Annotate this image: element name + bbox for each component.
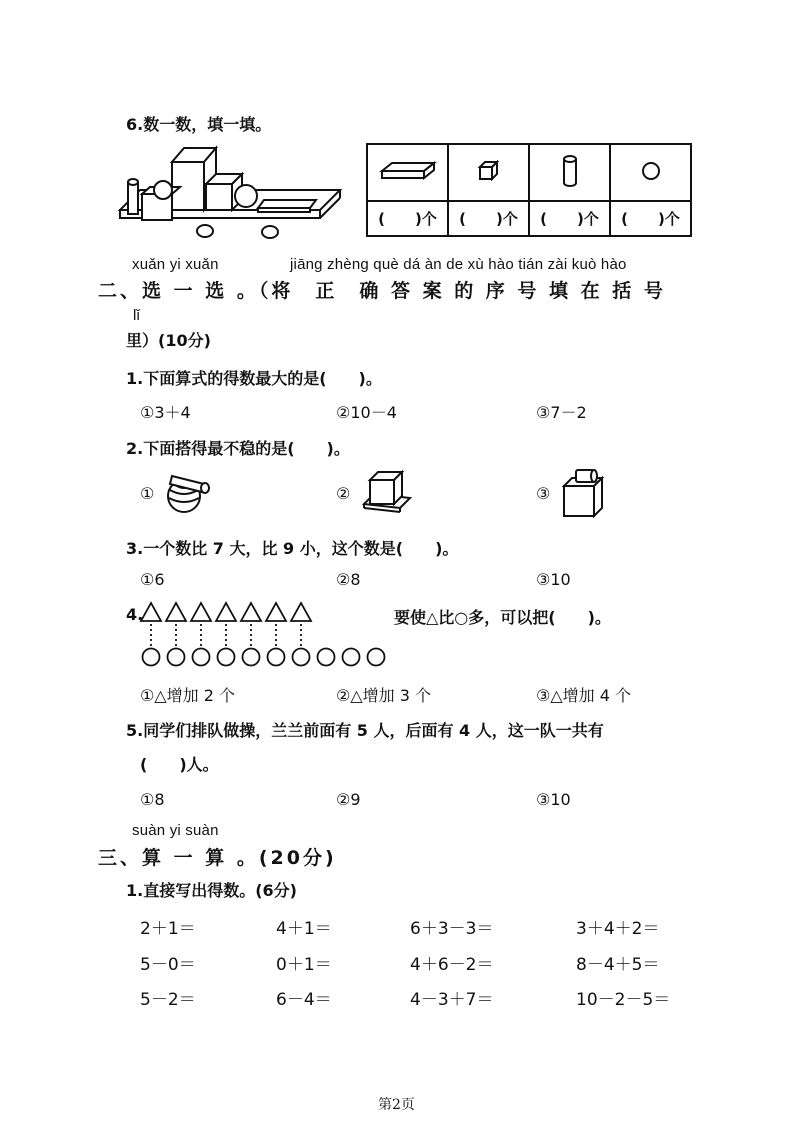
calc-r1-c1[interactable]: 2＋1＝	[140, 919, 196, 939]
calc-r2-c4[interactable]: 8－4＋5＝	[576, 955, 660, 975]
count-blank-prism[interactable]: ( )个	[367, 201, 448, 236]
cylinder-icon	[562, 154, 578, 188]
section2-pinyin-a: xuǎn yi xuǎn	[132, 256, 219, 273]
ball-with-cylinder-icon	[164, 466, 214, 516]
s2-q2-option-2[interactable]: ②	[336, 484, 351, 503]
s2-q3-option-3[interactable]: ③10	[536, 570, 571, 589]
s2-q3-option-2[interactable]: ②8	[336, 570, 361, 589]
calc-r3-c4[interactable]: 10－2－5＝	[576, 990, 671, 1010]
s2-q1-option-1[interactable]: ①3＋4	[140, 403, 191, 422]
s2-q3-text: 3.一个数比 7 大，比 9 小，这个数是( )。	[126, 539, 459, 558]
s2-q5-text: 5.同学们排队做操，兰兰前面有 5 人，后面有 4 人，这一队一共有	[126, 721, 604, 740]
s2-q5-text-cont: ( )人。	[140, 755, 219, 774]
s2-q4-option-3[interactable]: ③△增加 4 个	[536, 686, 632, 705]
calc-r1-c3[interactable]: 6＋3－3＝	[410, 919, 494, 939]
s2-q1-option-3[interactable]: ③7－2	[536, 403, 587, 422]
s2-q5-option-2[interactable]: ②9	[336, 790, 361, 809]
count-blank-sphere[interactable]: ( )个	[610, 201, 691, 236]
circle-icon	[168, 649, 185, 666]
rectangular-prism-icon	[380, 161, 436, 181]
cube-with-cylinder-on-top-icon	[558, 466, 606, 518]
count-cell-cube	[448, 144, 529, 201]
q6-title: 6.数一数，填一填。	[126, 115, 272, 134]
triangle-icon	[266, 603, 286, 621]
section3-pinyin: suàn yi suàn	[132, 822, 219, 839]
circle-icon	[218, 649, 235, 666]
s2-q4-number: 4.	[126, 605, 144, 624]
triangle-icon	[291, 603, 311, 621]
calc-r3-c1[interactable]: 5－2＝	[140, 990, 196, 1010]
circle-icon	[268, 649, 285, 666]
cube-icon	[478, 160, 500, 182]
triangle-icon	[216, 603, 236, 621]
count-blank-cube[interactable]: ( )个	[448, 201, 529, 236]
sphere-icon	[640, 160, 662, 182]
section2-heading: 二、选 一 选 。（将 正 确 答 案 的 序 号 填 在 括 号	[98, 280, 666, 302]
triangle-icon	[141, 603, 161, 621]
calc-r2-c2[interactable]: 0＋1＝	[276, 955, 332, 975]
section2-pinyin-b: jiāng zhèng què dá àn de xù hào tián zài kuò hào	[290, 256, 627, 273]
calc-r2-c3[interactable]: 4＋6－2＝	[410, 955, 494, 975]
block-stack-illustration	[120, 140, 350, 245]
circle-icon	[368, 649, 385, 666]
page-number: 第2页	[378, 1097, 415, 1113]
calc-r3-c2[interactable]: 6－4＝	[276, 990, 332, 1010]
triangle-icon	[241, 603, 261, 621]
count-table	[366, 143, 692, 237]
circle-icon	[143, 649, 160, 666]
s2-q1-option-2[interactable]: ②10－4	[336, 403, 397, 422]
calc-r1-c2[interactable]: 4＋1＝	[276, 919, 332, 939]
circle-icon	[193, 649, 210, 666]
s3-sub-title: 1.直接写出得数。(6分)	[126, 881, 297, 900]
calc-r1-c4[interactable]: 3＋4＋2＝	[576, 919, 660, 939]
calc-r3-c3[interactable]: 4－3＋7＝	[410, 990, 494, 1010]
section2-heading-cont: 里）(10分)	[126, 331, 211, 350]
section2-pinyin-c: lǐ	[133, 307, 141, 324]
circle-icon	[293, 649, 310, 666]
s2-q2-option-3[interactable]: ③	[536, 484, 551, 503]
s2-q5-option-3[interactable]: ③10	[536, 790, 571, 809]
s2-q3-option-1[interactable]: ①6	[140, 570, 165, 589]
s2-q4-option-2[interactable]: ②△增加 3 个	[336, 686, 432, 705]
section3-heading: 三、算 一 算 。(20分)	[98, 847, 337, 869]
count-cell-prism	[367, 144, 448, 201]
circle-icon	[343, 649, 360, 666]
triangle-icon	[166, 603, 186, 621]
count-blank-cylinder[interactable]: ( )个	[529, 201, 610, 236]
circle-icon	[318, 649, 335, 666]
s2-q4-text: 要使△比○多，可以把( )。	[394, 608, 611, 627]
count-cell-cylinder	[529, 144, 610, 201]
triangle-icon	[191, 603, 211, 621]
circle-icon	[243, 649, 260, 666]
s2-q4-option-1[interactable]: ①△增加 2 个	[140, 686, 236, 705]
cube-on-plate-icon	[360, 468, 412, 516]
triangles-and-circles-figure	[140, 600, 390, 670]
calc-r2-c1[interactable]: 5－0＝	[140, 955, 196, 975]
s2-q2-option-1[interactable]: ①	[140, 484, 155, 503]
s2-q2-text: 2.下面搭得最不稳的是( )。	[126, 439, 350, 458]
s2-q5-option-1[interactable]: ①8	[140, 790, 165, 809]
s2-q1-text: 1.下面算式的得数最大的是( )。	[126, 369, 382, 388]
count-cell-sphere	[610, 144, 691, 201]
